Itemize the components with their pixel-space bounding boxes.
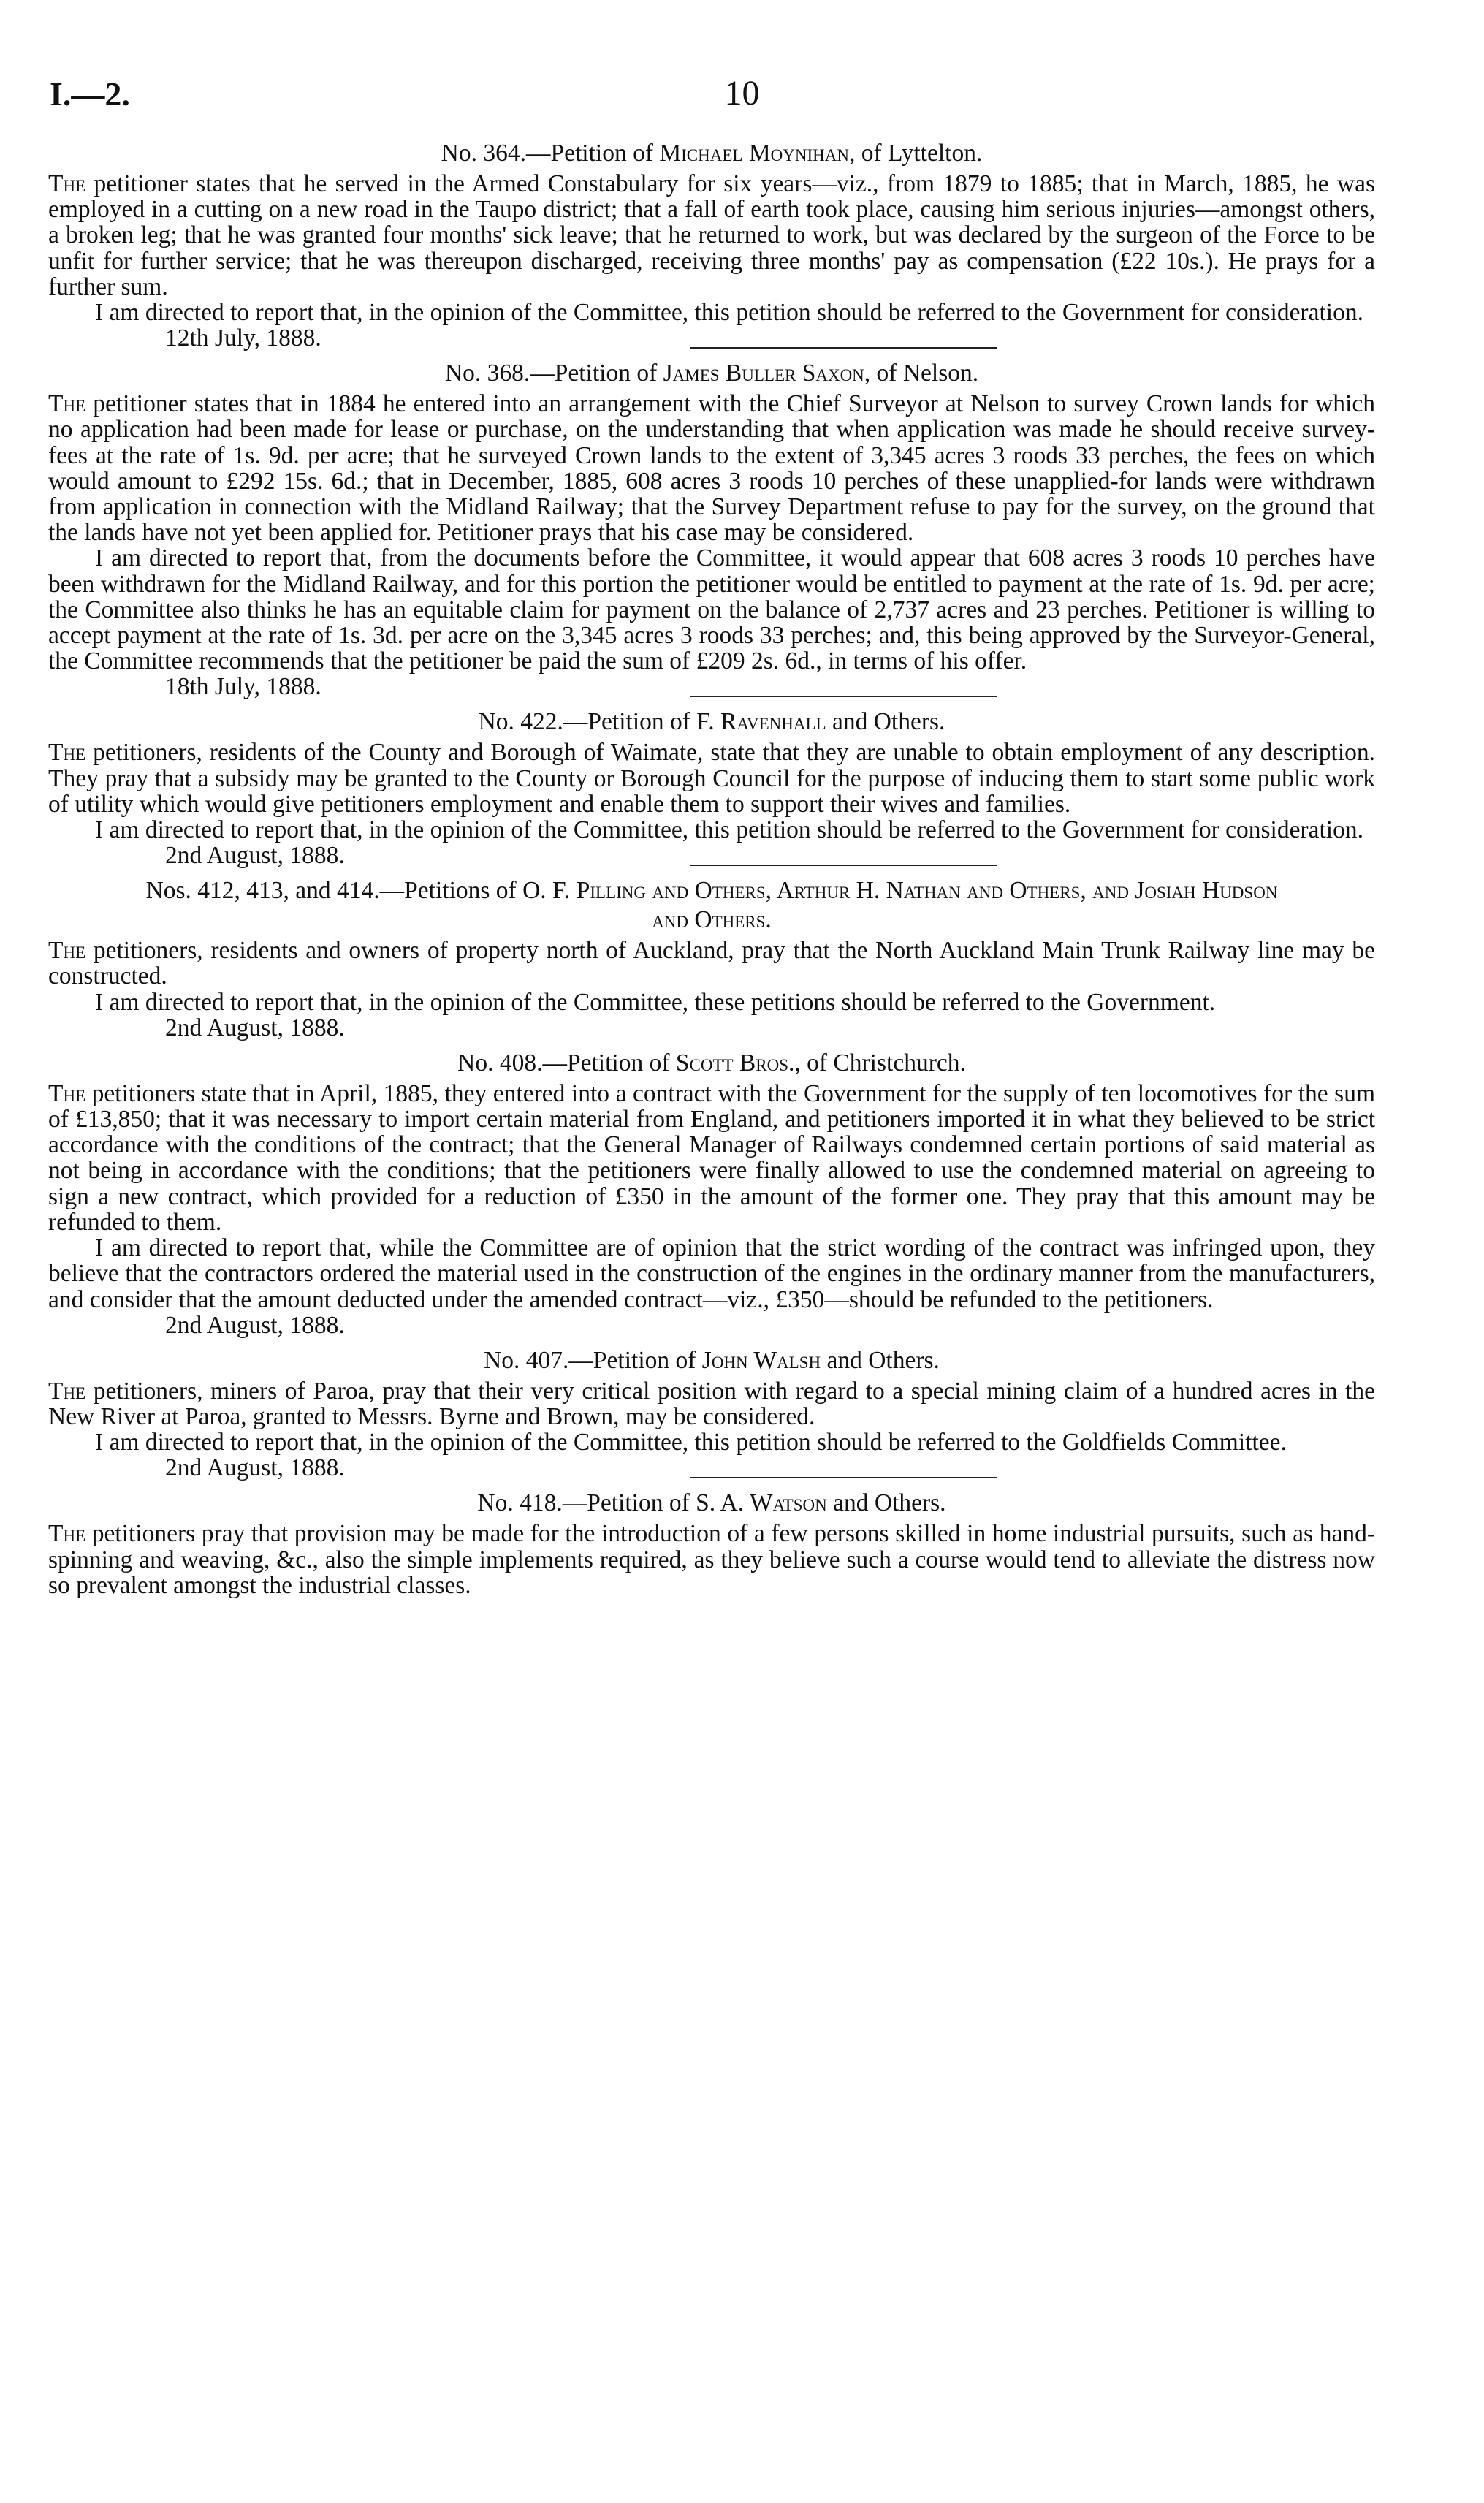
petitioner-name: John Walsh xyxy=(701,1346,821,1374)
petitioner-name: Scott Bros. xyxy=(675,1049,795,1076)
petition-title: No. 418.—Petition of S. A. Watson and Others. xyxy=(477,1489,946,1517)
petitioner-name: O. F. Pilling xyxy=(522,877,647,905)
committee-report: I am directed to report that, in the opinion of the Committee, this petition should be referred to the Goldfields Committee. xyxy=(95,1429,1287,1456)
report-date: 2nd August, 1888. xyxy=(165,1454,345,1482)
report-date: 2nd August, 1888. xyxy=(165,842,345,870)
section-code: I.—2. xyxy=(50,75,130,113)
report-date: 12th July, 1888. xyxy=(165,324,321,352)
petition-statement: The petitioner states that he served in the Armed Constabulary for six years—viz., from 1879 to 1885; that in March, 1885, he was employed in a cutting on a new road in the Taupo district; that a fall of earth took place, causing him serious injuries—amongst others, a broken leg; that he was granted four months' sick leave; that he returned to work, but was declared by the surgeon of the Force to be unfit for further service; that he was thereupon discharged, receiving three months' pay as compensation (£22 10s.). He prays for a further sum. xyxy=(48,170,1375,300)
report-date: 2nd August, 1888. xyxy=(165,1311,345,1339)
petitioner-name: S. A. Watson xyxy=(696,1489,827,1517)
committee-report: I am directed to report that, in the opinion of the Committee, this petition should be referred to the Government for consideration. xyxy=(95,816,1363,844)
petitions-body xyxy=(48,139,1375,1598)
petitioner-name: F. Ravenhall xyxy=(696,708,826,736)
petition-title: No. 364.—Petition of Michael Moynihan, of Lyttelton. xyxy=(441,140,983,167)
petition-title: No. 422.—Petition of F. Ravenhall and Others. xyxy=(478,708,945,736)
committee-report: I am directed to report that, from the documents before the Committee, it would appear that 608 acres 3 roods 10 perches have been withdrawn for the Midland Railway, and for this portion the petitioner would be entitled to payment at the rate of 1s. 9d. per acre; the Committee also thinks he has an equitable claim for payment on the balance of 2,737 acres and 23 perches. Petitioner is willing to accept payment at the rate of 1s. 3d. per acre on the 3,345 acres 3 roods 33 perches; and, this being approved by the Surveyor-General, the Committee recommends that the petitioner be paid the sum of £209 2s. 6d., in terms of his offer. xyxy=(48,544,1375,675)
petition-section xyxy=(48,1489,1375,1598)
petition-statement: The petitioners state that in April, 1885, they entered into a contract with the Government for the supply of ten locomotives for the sum of £13,850; that it was necessary to import certain material from England, and petitioners imported it in what they believed to be strict accordance with the conditions of the contract; that the General Manager of Railways condemned certain portions of said material as not being in accordance with the conditions; that the petitioners were finally allowed to use the condemned material on agreeing to sign a new contract, which provided for a reduction of £350 in the amount of the former one. They pray that this amount may be refunded to them. xyxy=(48,1079,1375,1236)
petitioner-name: Michael Moynihan xyxy=(659,140,849,167)
petition-title: No. 368.—Petition of James Buller Saxon, of Nelson. xyxy=(444,360,979,387)
section-divider xyxy=(690,865,997,866)
petition-statement: The petitioners, residents and owners of property north of Auckland, pray that the North Auckland Main Trunk Railway line may be constructed. xyxy=(48,937,1375,990)
petition-statement: The petitioner states that in 1884 he entered into an arrangement with the Chief Surveyor at Nelson to survey Crown lands for which no application had been made for lease or purchase, on the understanding that when application was made he should receive survey-fees at the rate of 1s. 9d. per acre; that he surveyed Crown lands to the extent of 3,345 acres 3 roods 33 perches, the fees on which would amount to £292 15s. 6d.; that in December, 1885, 608 acres 3 roods 10 perches of these unapplied-for lands were withdrawn from application in connection with the Midland Railway; that the Survey Department refuse to pay for the survey, on the ground that the lands have not yet been applied for. Petitioner prays that his case may be considered. xyxy=(48,390,1375,547)
petition-title: No. 407.—Petition of John Walsh and Others. xyxy=(484,1346,940,1374)
petition-title: No. 408.—Petition of Scott Bros., of Christchurch. xyxy=(457,1049,966,1076)
committee-report: I am directed to report that, while the Committee are of opinion that the strict wording of the contract was infringed upon, they believe that the contractors ordered the material used in the construction of the engines in the ordinary manner from the manufacturers, and consider that the amount deducted under the amended contract—viz., £350—should be refunded to the petitioners. xyxy=(48,1234,1375,1313)
petition-statement: The petitioners, miners of Paroa, pray that their very critical position with regard to a special mining claim of a hundred acres in the New River at Paroa, granted to Messrs. Byrne and Brown, may be considered. xyxy=(48,1377,1375,1430)
petitioner-name: James Buller Saxon xyxy=(663,360,864,387)
petition-statement: The petitioners, residents of the County and Borough of Waimate, state that they are unable to obtain employment of any description. They pray that a subsidy may be granted to the County or Borough Council for the purpose of inducing them to start some public work of utility which would give petitioners employment and enable them to support their wives and families. xyxy=(48,739,1375,818)
petition-statement: The petitioners pray that provision may be made for the introduction of a few persons skilled in home industrial pursuits, such as hand-spinning and weaving, &c., also the simple implements required, as they believe such a course would tend to alleviate the distress now so prevalent amongst the industrial classes. xyxy=(48,1520,1375,1599)
report-date: 18th July, 1888. xyxy=(165,673,321,701)
petition-section xyxy=(48,876,1375,1041)
petition-section xyxy=(48,1346,1375,1482)
committee-report: I am directed to report that, in the opinion of the Committee, these petitions should be referred to the Government. xyxy=(95,988,1216,1016)
petition-section xyxy=(48,139,1375,352)
section-divider xyxy=(690,696,997,697)
committee-report: I am directed to report that, in the opinion of the Committee, this petition should be referred to the Government for consideration. xyxy=(95,299,1363,327)
section-divider xyxy=(690,347,997,349)
petition-section xyxy=(48,1049,1375,1339)
section-divider xyxy=(690,1477,997,1478)
report-date: 2nd August, 1888. xyxy=(165,1014,345,1041)
petition-title: Nos. 412, 413, and 414.—Petitions of O. F. Pilling and Others, Arthur H. Nathan and Others, and Josiah Hudson and Others. xyxy=(145,877,1278,934)
page-number: 10 xyxy=(724,74,760,113)
petition-section xyxy=(48,707,1375,870)
petition-section xyxy=(48,359,1375,701)
